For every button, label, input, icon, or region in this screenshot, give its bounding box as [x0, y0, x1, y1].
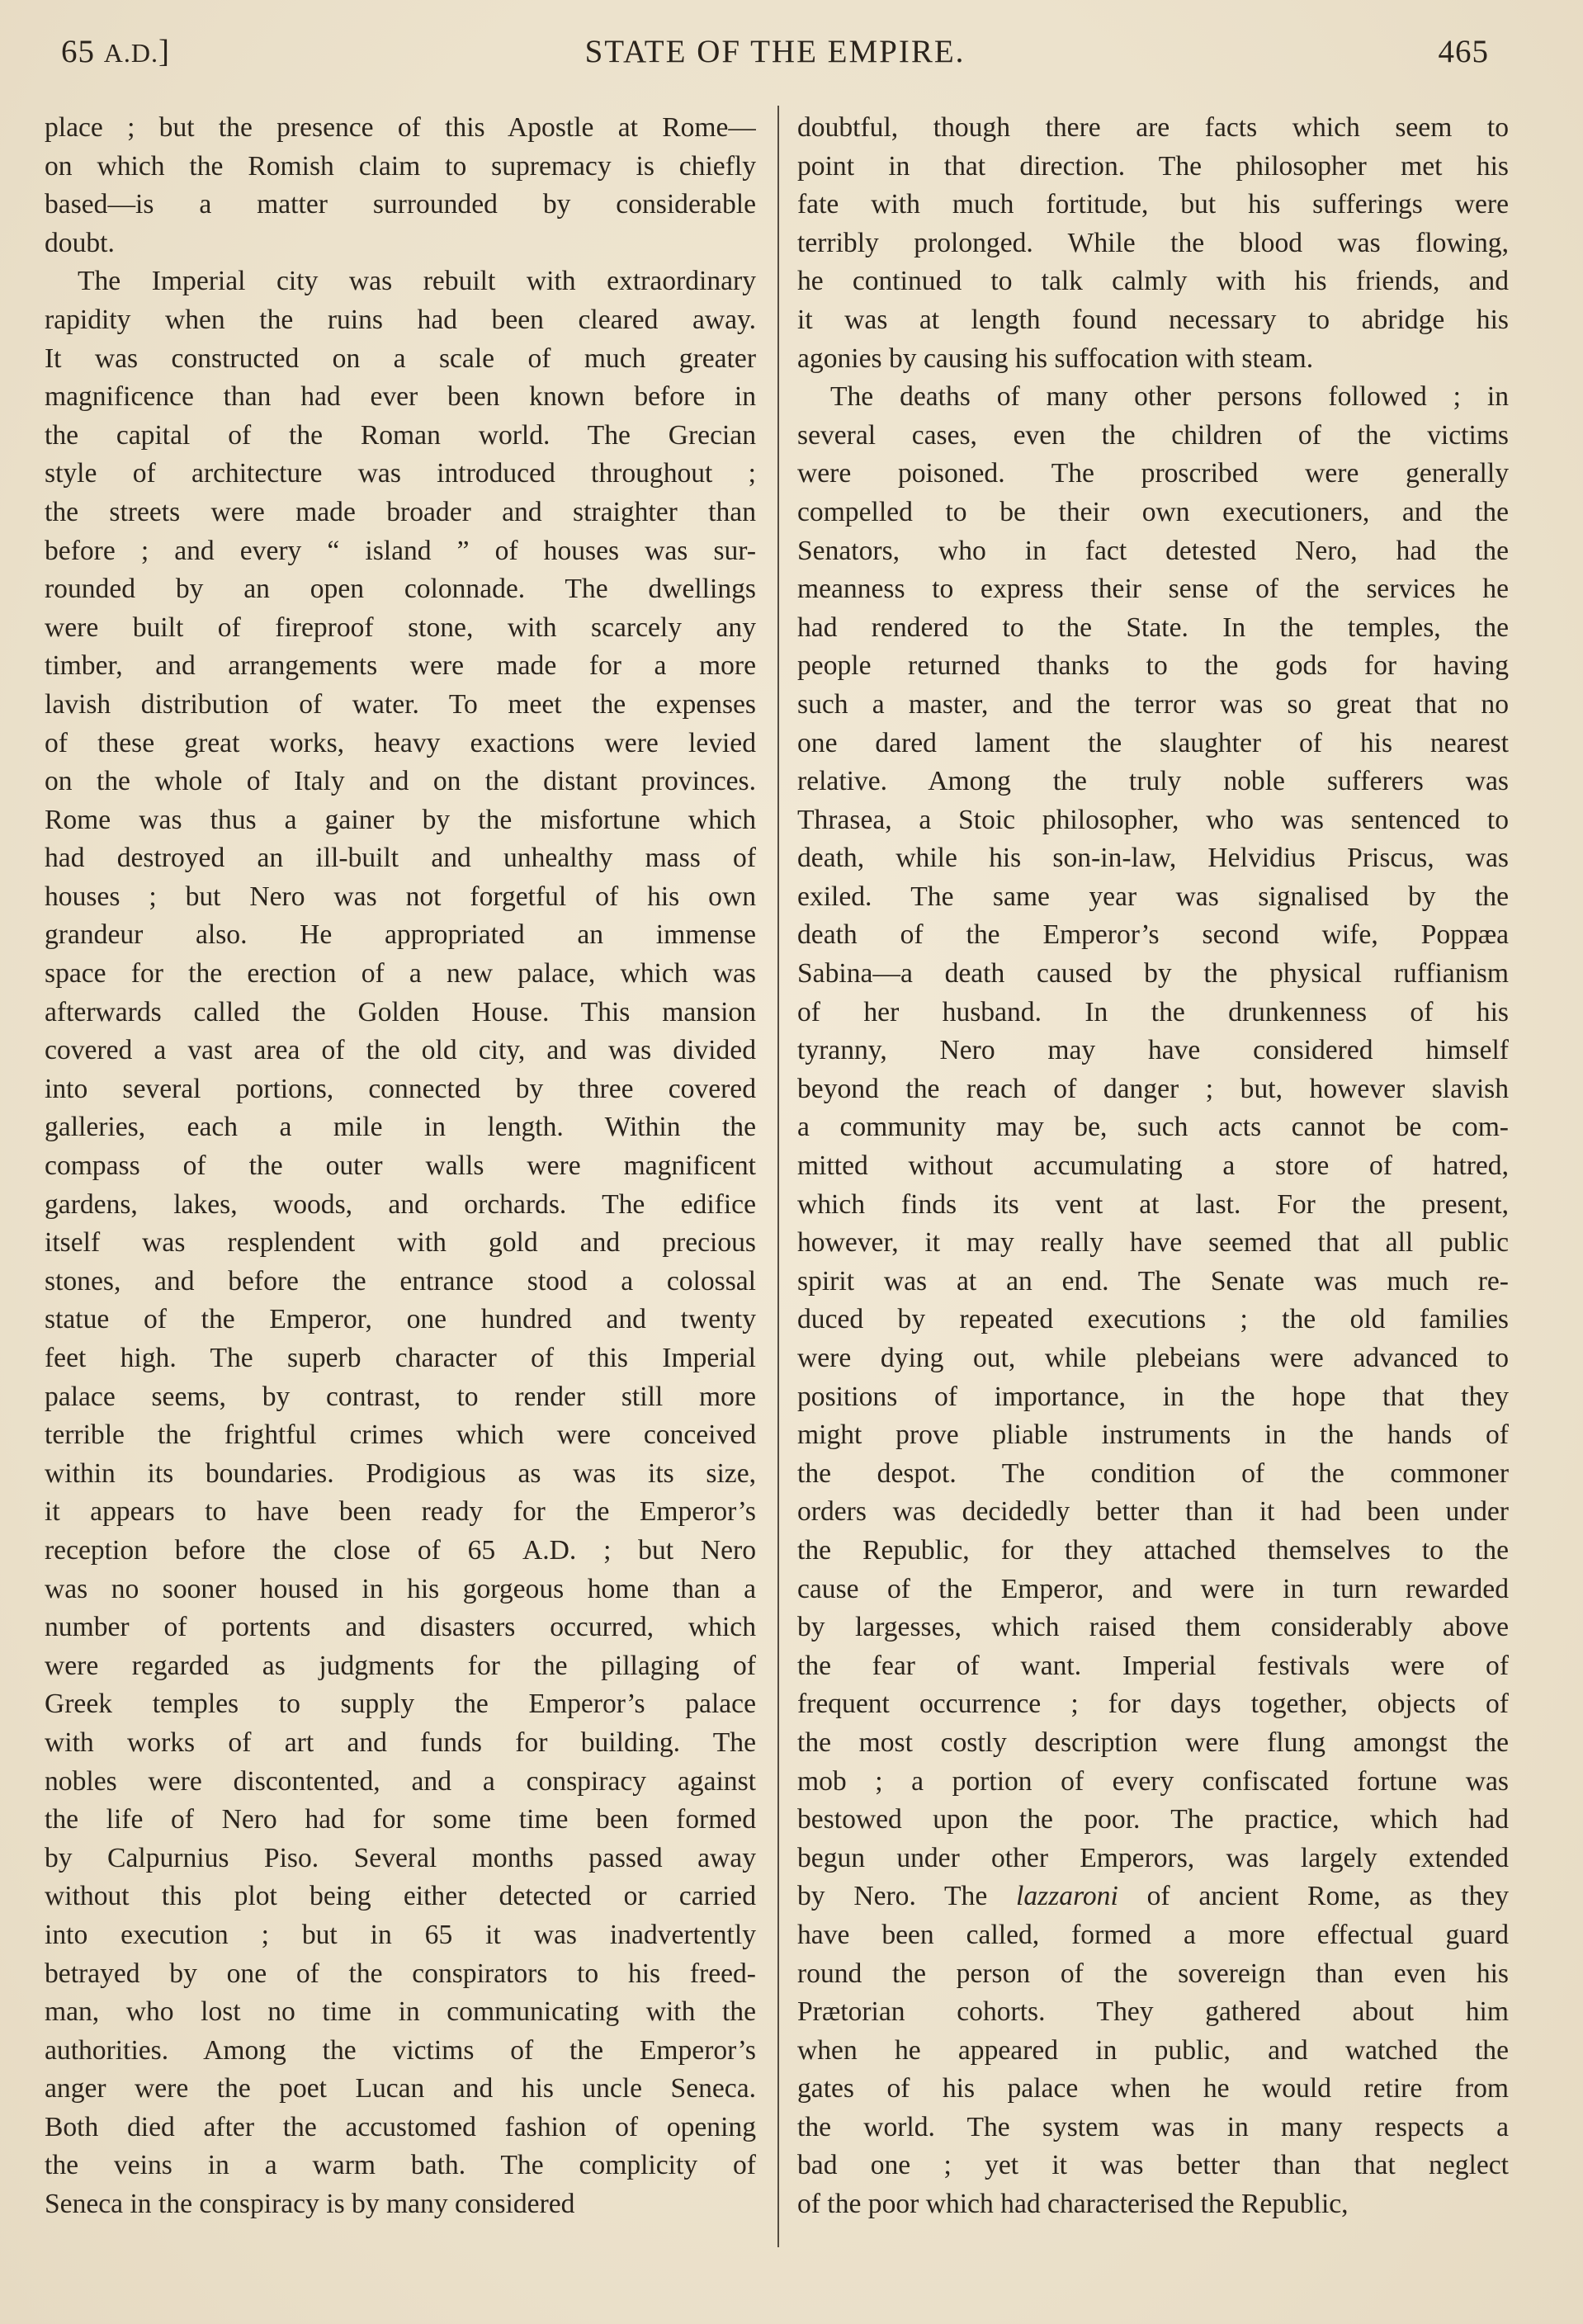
- text-line: nobles were discontented, and a conspiracy against: [45, 1765, 756, 1797]
- running-head-year: 65: [61, 34, 95, 69]
- era-abbreviation: A.D.: [522, 1534, 577, 1566]
- text-line: lavish distribution of water. To meet the expenses: [45, 688, 756, 720]
- text-line: The Imperial city was rebuilt with extraordinary: [78, 266, 756, 297]
- text-line: tyranny, Nero may have considered himself: [797, 1035, 1509, 1066]
- page-number: 465: [1438, 34, 1489, 69]
- text-line: such a master, and the terror was so great that no: [797, 688, 1509, 720]
- text-line: terribly prolonged. While the blood was flowing,: [797, 227, 1509, 258]
- text-line: death of the Emperor’s second wife, Poppæa: [797, 919, 1509, 951]
- text-line: had destroyed an ill-built and unhealthy mass of: [45, 843, 756, 874]
- text-line: were regarded as judgments for the pillaging of: [45, 1650, 756, 1681]
- text-line: doubt.: [45, 227, 115, 258]
- text-line: number of portents and disasters occurred, which: [45, 1612, 756, 1643]
- text-line: afterwards called the Golden House. This mansion: [45, 996, 756, 1027]
- text-line: meanness to express their sense of the services he: [797, 574, 1509, 605]
- text-line: doubtful, though there are facts which seem to: [797, 112, 1509, 143]
- text-line: Greek temples to supply the Emperor’s palace: [45, 1689, 756, 1720]
- text-line: had rendered to the State. In the temples, the: [797, 612, 1509, 643]
- text-line: Senators, who in fact detested Nero, had the: [797, 535, 1509, 566]
- text-line: rounded by an open colonnade. The dwellings: [45, 574, 756, 605]
- text-line: compass of the outer walls were magnificent: [45, 1150, 756, 1182]
- text-line: grandeur also. He appropriated an immense: [45, 919, 756, 951]
- text-line: it appears to have been ready for the Emperor’s: [45, 1496, 756, 1528]
- text-line: might prove pliable instruments in the hands of: [797, 1419, 1509, 1451]
- text-line: the veins in a warm bath. The complicity of: [45, 2150, 756, 2181]
- text-segment: of ancient Rome, as they: [1146, 1881, 1509, 1912]
- text-line: gardens, lakes, woods, and orchards. The edifice: [45, 1188, 756, 1220]
- text-line: Thrasea, a Stoic philosopher, who was sentenced to: [797, 804, 1509, 835]
- running-head-era: A.D.: [103, 38, 158, 68]
- text-line: several cases, even the children of the victims: [797, 419, 1509, 451]
- text-line: spirit was at an end. The Senate was much re-: [797, 1265, 1509, 1297]
- text-line: the Republic, for they attached themselves to the: [797, 1534, 1509, 1566]
- text-line: terrible the frightful crimes which were conceived: [45, 1419, 756, 1451]
- text-line: mitted without accumulating a store of hatred,: [797, 1150, 1509, 1182]
- running-head: [61, 33, 1489, 79]
- text-line: duced by repeated executions ; the old families: [797, 1304, 1509, 1335]
- text-line: gates of his palace when he would retire from: [797, 2073, 1509, 2104]
- italic-term: lazzaroni: [1016, 1881, 1118, 1912]
- text-line: of her husband. In the drunkenness of his: [797, 996, 1509, 1027]
- text-line: begun under other Emperors, was largely extended: [797, 1842, 1509, 1873]
- text-line: one dared lament the slaughter of his nearest: [797, 727, 1509, 758]
- text-line: agonies by causing his suffocation with steam.: [797, 342, 1314, 374]
- text-line: man, who lost no time in communicating with the: [45, 1996, 756, 2028]
- text-line: timber, and arrangements were made for a more: [45, 650, 756, 682]
- text-line: by largesses, which raised them considerably above: [797, 1612, 1509, 1643]
- text-line: of these great works, heavy exactions were levied: [45, 727, 756, 758]
- text-line: mob ; a portion of every confiscated fortune was: [797, 1765, 1509, 1797]
- text-line: Rome was thus a gainer by the misfortune which: [45, 804, 756, 835]
- text-line: covered a vast area of the old city, and was divided: [45, 1035, 756, 1066]
- text-line: relative. Among the truly noble sufferers was: [797, 766, 1509, 797]
- text-line: Sabina—a death caused by the physical ruffianism: [797, 958, 1509, 990]
- text-line: however, it may really have seemed that all public: [797, 1227, 1509, 1259]
- text-line: were poisoned. The proscribed were generally: [797, 458, 1509, 489]
- text-line: the despot. The condition of the commoner: [797, 1457, 1509, 1489]
- text-line: were built of fireproof stone, with scarcely any: [45, 612, 756, 643]
- running-head-bracket: ]: [158, 34, 170, 69]
- text-line: feet high. The superb character of this Imperial: [45, 1343, 756, 1373]
- right-column: [797, 109, 1509, 2255]
- text-line: people returned thanks to the gods for having: [797, 650, 1509, 682]
- text-line: Seneca in the conspiracy is by many considered: [45, 2189, 575, 2220]
- text-line: authorities. Among the victims of the Emperor’s: [45, 2034, 756, 2066]
- text-line: cause of the Emperor, and were in turn rewarded: [797, 1573, 1509, 1604]
- text-line: Prætorian cohorts. They gathered about him: [797, 1996, 1509, 2028]
- text-line: with works of art and funds for building. The: [45, 1726, 756, 1758]
- text-line: [45, 1532, 756, 1571]
- text-line: stones, and before the entrance stood a colossal: [45, 1265, 756, 1297]
- text-line: without this plot being either detected or carried: [45, 1881, 756, 1912]
- text-line: on which the Romish claim to supremacy is chiefly: [45, 150, 756, 182]
- running-head-title: STATE OF THE EMPIRE.: [584, 34, 966, 69]
- text-line: a community may be, such acts cannot be com-: [797, 1112, 1509, 1143]
- text-line: Both died after the accustomed fashion of opening: [45, 2111, 756, 2142]
- text-line: it was at length found necessary to abridge his: [797, 304, 1509, 335]
- text-line: the streets were made broader and straighter than: [45, 496, 756, 527]
- text-line: into several portions, connected by three covered: [45, 1073, 756, 1104]
- text-line: round the person of the sovereign than even his: [797, 1958, 1509, 1989]
- text-line: itself was resplendent with gold and precious: [45, 1227, 756, 1259]
- text-line: bestowed upon the poor. The practice, which had: [797, 1804, 1509, 1835]
- text-line: place ; but the presence of this Apostle at Rome—: [45, 112, 756, 143]
- text-line: have been called, formed a more effectual guard: [797, 1919, 1509, 1950]
- text-line: It was constructed on a scale of much greater: [45, 342, 756, 374]
- text-line: frequent occurrence ; for days together, objects of: [797, 1689, 1509, 1720]
- text-line: into execution ; but in 65 it was inadvertently: [45, 1919, 756, 1950]
- text-line: before ; and every “ island ” of houses was sur-: [45, 535, 756, 566]
- text-line: houses ; but Nero was not forgetful of his own: [45, 881, 756, 912]
- text-line: point in that direction. The philosopher met his: [797, 150, 1509, 182]
- text-line: magnificence than had ever been known before in: [45, 381, 756, 413]
- text-segment: ; but Nero: [603, 1534, 756, 1566]
- text-line: he continued to talk calmly with his friends, and: [797, 266, 1509, 297]
- text-line: The deaths of many other persons followed ; in: [830, 381, 1509, 413]
- left-column: [45, 109, 756, 2255]
- text-line: the most costly description were flung amongst the: [797, 1726, 1509, 1758]
- text-segment: by Nero. The: [797, 1881, 988, 1912]
- text-line: positions of importance, in the hope that they: [797, 1381, 1509, 1412]
- column-divider: [777, 106, 779, 2247]
- text-line: by Calpurnius Piso. Several months passed away: [45, 1842, 756, 1873]
- text-line: galleries, each a mile in length. Within the: [45, 1112, 756, 1143]
- text-segment: reception before the close of 65: [45, 1534, 496, 1566]
- text-line: anger were the poet Lucan and his uncle Seneca.: [45, 2073, 756, 2104]
- text-line: beyond the reach of danger ; but, however slavish: [797, 1073, 1509, 1104]
- text-line: the capital of the Roman world. The Grecian: [45, 419, 756, 451]
- text-line: style of architecture was introduced throughout ;: [45, 458, 756, 489]
- text-line: based—is a matter surrounded by considerable: [45, 189, 756, 220]
- text-line: on the whole of Italy and on the distant provinces.: [45, 766, 756, 797]
- text-line: of the poor which had characterised the Republic,: [797, 2189, 1349, 2220]
- text-line: were dying out, while plebeians were advanced to: [797, 1343, 1509, 1373]
- text-line: palace seems, by contrast, to render still more: [45, 1381, 756, 1412]
- text-line: compelled to be their own executioners, and the: [797, 496, 1509, 527]
- text-line: statue of the Emperor, one hundred and twenty: [45, 1304, 756, 1335]
- text-line: exiled. The same year was signalised by the: [797, 881, 1509, 912]
- text-line: fate with much fortitude, but his sufferings were: [797, 189, 1509, 220]
- text-line: [797, 1878, 1509, 1916]
- text-line: rapidity when the ruins had been cleared away.: [45, 304, 756, 335]
- text-line: when he appeared in public, and watched the: [797, 2034, 1509, 2066]
- text-line: bad one ; yet it was better than that neglect: [797, 2150, 1509, 2181]
- text-line: which finds its vent at last. For the present,: [797, 1188, 1509, 1220]
- text-line: death, while his son-in-law, Helvidius Priscus, was: [797, 843, 1509, 874]
- text-line: space for the erection of a new palace, which was: [45, 958, 756, 990]
- text-line: was no sooner housed in his gorgeous home than a: [45, 1573, 756, 1604]
- text-line: the world. The system was in many respects a: [797, 2111, 1509, 2142]
- text-line: the life of Nero had for some time been formed: [45, 1804, 756, 1835]
- text-line: the fear of want. Imperial festivals were of: [797, 1650, 1509, 1681]
- text-line: within its boundaries. Prodigious as was its size,: [45, 1457, 756, 1489]
- text-line: orders was decidedly better than it had been under: [797, 1496, 1509, 1528]
- text-line: betrayed by one of the conspirators to his freed-: [45, 1958, 756, 1989]
